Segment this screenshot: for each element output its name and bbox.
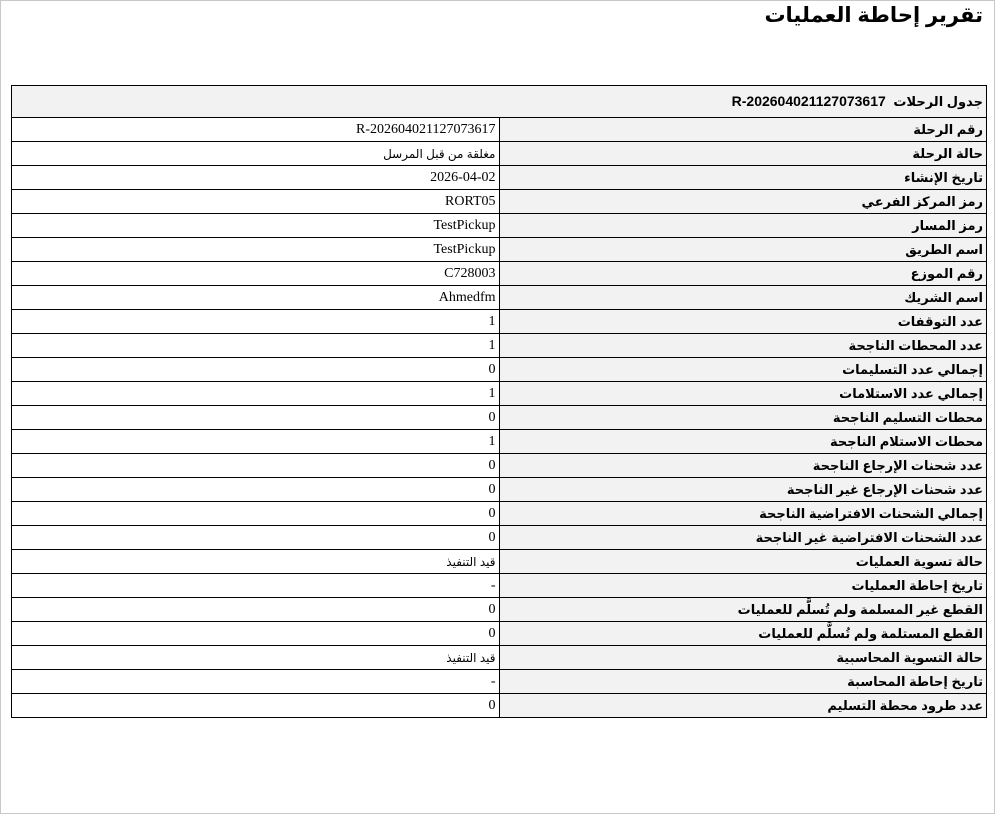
row-value: 2026-04-02 bbox=[12, 166, 500, 190]
row-label: تاريخ إحاطة العمليات bbox=[499, 574, 987, 598]
row-label: إجمالي الشحنات الافتراضية الناجحة bbox=[499, 502, 987, 526]
table-row bbox=[12, 550, 987, 574]
row-value: - bbox=[12, 574, 500, 598]
row-label: تاريخ إحاطة المحاسبة bbox=[499, 670, 987, 694]
table-row bbox=[12, 214, 987, 238]
row-value: 0 bbox=[12, 622, 500, 646]
table-row bbox=[12, 598, 987, 622]
table-row bbox=[12, 670, 987, 694]
table-header-trip-id: R-20260402112707361‎7 bbox=[731, 93, 886, 109]
row-value: TestPickup bbox=[12, 214, 500, 238]
table-row bbox=[12, 190, 987, 214]
row-value: Ahmedfm bbox=[12, 286, 500, 310]
row-label: عدد شحنات الإرجاع الناجحة bbox=[499, 454, 987, 478]
table-row bbox=[12, 238, 987, 262]
row-value: مغلقة من قبل المرسل bbox=[12, 142, 500, 166]
row-value: 0 bbox=[12, 454, 500, 478]
report-title: تقرير إحاطة العمليات bbox=[764, 4, 983, 27]
row-label: عدد المحطات الناجحة bbox=[499, 334, 987, 358]
table-row bbox=[12, 262, 987, 286]
row-label: عدد الشحنات الافتراضية غير الناجحة bbox=[499, 526, 987, 550]
row-label: اسم الشريك bbox=[499, 286, 987, 310]
row-value: 0 bbox=[12, 694, 500, 718]
table-row bbox=[12, 382, 987, 406]
row-label: حالة التسوية المحاسبية bbox=[499, 646, 987, 670]
row-value: 0 bbox=[12, 358, 500, 382]
table-row bbox=[12, 142, 987, 166]
row-label: رقم الموزع bbox=[499, 262, 987, 286]
row-value: 0 bbox=[12, 502, 500, 526]
table-row bbox=[12, 526, 987, 550]
row-label: القطع غير المسلمة ولم تُسلَّم للعمليات bbox=[499, 598, 987, 622]
table-row bbox=[12, 502, 987, 526]
table-row bbox=[12, 574, 987, 598]
row-value: 1 bbox=[12, 334, 500, 358]
table-row bbox=[12, 286, 987, 310]
table-row bbox=[12, 454, 987, 478]
row-value: - bbox=[12, 670, 500, 694]
row-label: رمز المسار bbox=[499, 214, 987, 238]
row-value: 0 bbox=[12, 406, 500, 430]
row-label: تاريخ الإنشاء bbox=[499, 166, 987, 190]
table-row bbox=[12, 118, 987, 142]
table-row bbox=[12, 430, 987, 454]
row-value: قيد التنفيذ bbox=[12, 646, 500, 670]
row-value: 1 bbox=[12, 310, 500, 334]
row-value: قيد التنفيذ bbox=[12, 550, 500, 574]
row-label: عدد طرود محطة التسليم bbox=[499, 694, 987, 718]
table-row bbox=[12, 358, 987, 382]
trip-table bbox=[11, 85, 987, 718]
row-value: 1 bbox=[12, 382, 500, 406]
row-value: 1 bbox=[12, 430, 500, 454]
row-label: عدد التوقفات bbox=[499, 310, 987, 334]
table-row bbox=[12, 310, 987, 334]
row-label: رقم الرحلة bbox=[499, 118, 987, 142]
table-header-row bbox=[12, 86, 987, 118]
row-label: محطات التسليم الناجحة bbox=[499, 406, 987, 430]
table-row bbox=[12, 478, 987, 502]
table-row bbox=[12, 694, 987, 718]
row-label: رمز المركز الفرعي bbox=[499, 190, 987, 214]
row-label: إجمالي عدد الاستلامات bbox=[499, 382, 987, 406]
row-label: حالة تسوية العمليات bbox=[499, 550, 987, 574]
table-header-label: جدول الرحلات bbox=[893, 94, 983, 109]
row-value: RORT05 bbox=[12, 190, 500, 214]
row-value: TestPickup bbox=[12, 238, 500, 262]
row-label: حالة الرحلة bbox=[499, 142, 987, 166]
row-value: C728003 bbox=[12, 262, 500, 286]
table-row bbox=[12, 406, 987, 430]
row-label: القطع المستلمة ولم تُسلَّم للعمليات bbox=[499, 622, 987, 646]
row-value: 0 bbox=[12, 598, 500, 622]
row-label: عدد شحنات الإرجاع غير الناجحة bbox=[499, 478, 987, 502]
row-label: إجمالي عدد التسليمات bbox=[499, 358, 987, 382]
table-row bbox=[12, 334, 987, 358]
row-value: R-20260402112707361‎7 bbox=[12, 118, 500, 142]
row-value: 0 bbox=[12, 478, 500, 502]
row-label: اسم الطريق bbox=[499, 238, 987, 262]
table-row bbox=[12, 622, 987, 646]
row-value: 0 bbox=[12, 526, 500, 550]
table-row bbox=[12, 166, 987, 190]
table-row bbox=[12, 646, 987, 670]
row-label: محطات الاستلام الناجحة bbox=[499, 430, 987, 454]
table-header-cell bbox=[12, 86, 987, 118]
